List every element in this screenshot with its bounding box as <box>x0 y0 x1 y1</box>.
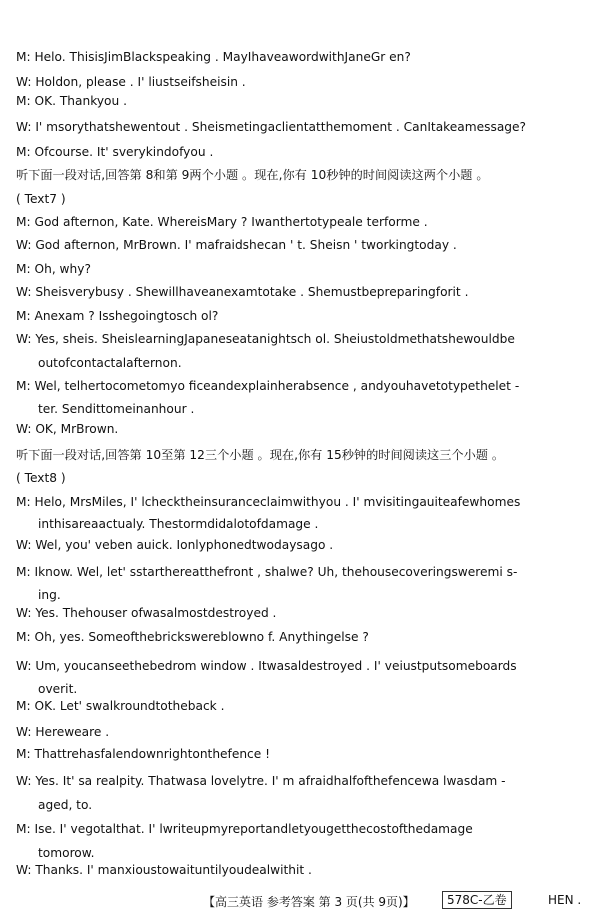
dialogue-continuation: aged, to. <box>38 798 93 812</box>
section-instruction: 听下面一段对话,回答第 8和第 9两个小题 。现在,你有 10秒钟的时间阅读这两个小题 。 <box>16 168 489 182</box>
dialogue-line: ( Text8 ) <box>16 471 66 485</box>
footer-page-info: 【高三英语 参考答案 第 3 页(共 9页)】 <box>203 895 415 909</box>
footer-mark: HEN . <box>548 893 582 907</box>
dialogue-line: W: Yes. Thehouser ofwasalmostdestroyed . <box>16 606 277 620</box>
dialogue-line: ( Text7 ) <box>16 192 66 206</box>
dialogue-line: M: OK. Thankyou . <box>16 94 127 108</box>
dialogue-line: W: Yes, sheis. SheislearningJapaneseatanightsch ol. Sheiustoldmethatshewouldbe <box>16 332 515 346</box>
dialogue-line: W: OK, MrBrown. <box>16 422 119 436</box>
dialogue-continuation: tomorow. <box>38 846 95 860</box>
dialogue-line: M: Helo, MrsMiles, I' lchecktheinsuranceclaimwithyou . I' mvisitingauiteafewhomes <box>16 495 521 509</box>
dialogue-line: M: Oh, why? <box>16 262 91 276</box>
dialogue-line: W: Thanks. I' manxioustowaituntilyoudealwithit . <box>16 863 312 877</box>
dialogue-line: W: God afternon, MrBrown. I' mafraidshecan ' t. Sheisn ' tworkingtoday . <box>16 238 457 252</box>
dialogue-line: M: Ofcourse. It' sverykindofyou . <box>16 145 214 159</box>
dialogue-continuation: inthisareaactualy. Thestormdidalotofdamage . <box>38 517 319 531</box>
page-footer <box>0 891 597 911</box>
dialogue-line: W: Wel, you' veben auick. Ionlyphonedtwodaysago . <box>16 538 334 552</box>
dialogue-line: M: Iknow. Wel, let' sstarthereatthefront , shalwe? Uh, thehousecoveringsweremi s- <box>16 565 518 579</box>
dialogue-line: M: God afternon, Kate. WhereisMary ? Iwanthertotypeale terforme . <box>16 215 428 229</box>
dialogue-line: M: OK. Let' swalkroundtotheback . <box>16 699 225 713</box>
section-instruction: 听下面一段对话,回答第 10至第 12三个小题 。现在,你有 15秒钟的时间阅读这三个小题 。 <box>16 448 505 462</box>
dialogue-line: M: Oh, yes. Someofthebrickswereblowno f. Anythingelse ? <box>16 630 369 644</box>
dialogue-continuation: overit. <box>38 682 78 696</box>
dialogue-line: M: Thattrehasfalendownrightonthefence ! <box>16 747 271 761</box>
dialogue-line: W: I' msorythatshewentout . Sheismetingaclientatthemoment . CanItakeamessage? <box>16 120 526 134</box>
dialogue-line: M: Helo. ThisisJimBlackspeaking . MayIhaveawordwithJaneGr en? <box>16 50 411 64</box>
dialogue-line: M: Wel, telhertocometomyo ficeandexplainherabsence , andyouhavetotypethelet - <box>16 379 520 393</box>
footer-code-box: 578C-乙卷 <box>442 891 512 909</box>
dialogue-continuation: ing. <box>38 588 61 602</box>
dialogue-line: M: Anexam ? Isshegoingtosch ol? <box>16 309 219 323</box>
dialogue-continuation: ter. Sendittomeinanhour . <box>38 402 195 416</box>
dialogue-continuation: outofcontactalafternon. <box>38 356 182 370</box>
dialogue-line: M: Ise. I' vegotalthat. I' lwriteupmyreportandletyougetthecostofthedamage <box>16 822 473 836</box>
dialogue-line: W: Hereweare . <box>16 725 110 739</box>
dialogue-line: W: Um, youcanseethebedrom window . Itwasaldestroyed . I' veiustputsomeboards <box>16 659 517 673</box>
dialogue-line: W: Sheisverybusy . Shewillhaveanexamtotake . Shemustbepreparingforit . <box>16 285 469 299</box>
dialogue-line: W: Yes. It' sa realpity. Thatwasa lovelytre. I' m afraidhalfofthefencewa lwasdam - <box>16 774 506 788</box>
dialogue-line: W: Holdon, please . I' liustseifsheisin . <box>16 75 246 89</box>
